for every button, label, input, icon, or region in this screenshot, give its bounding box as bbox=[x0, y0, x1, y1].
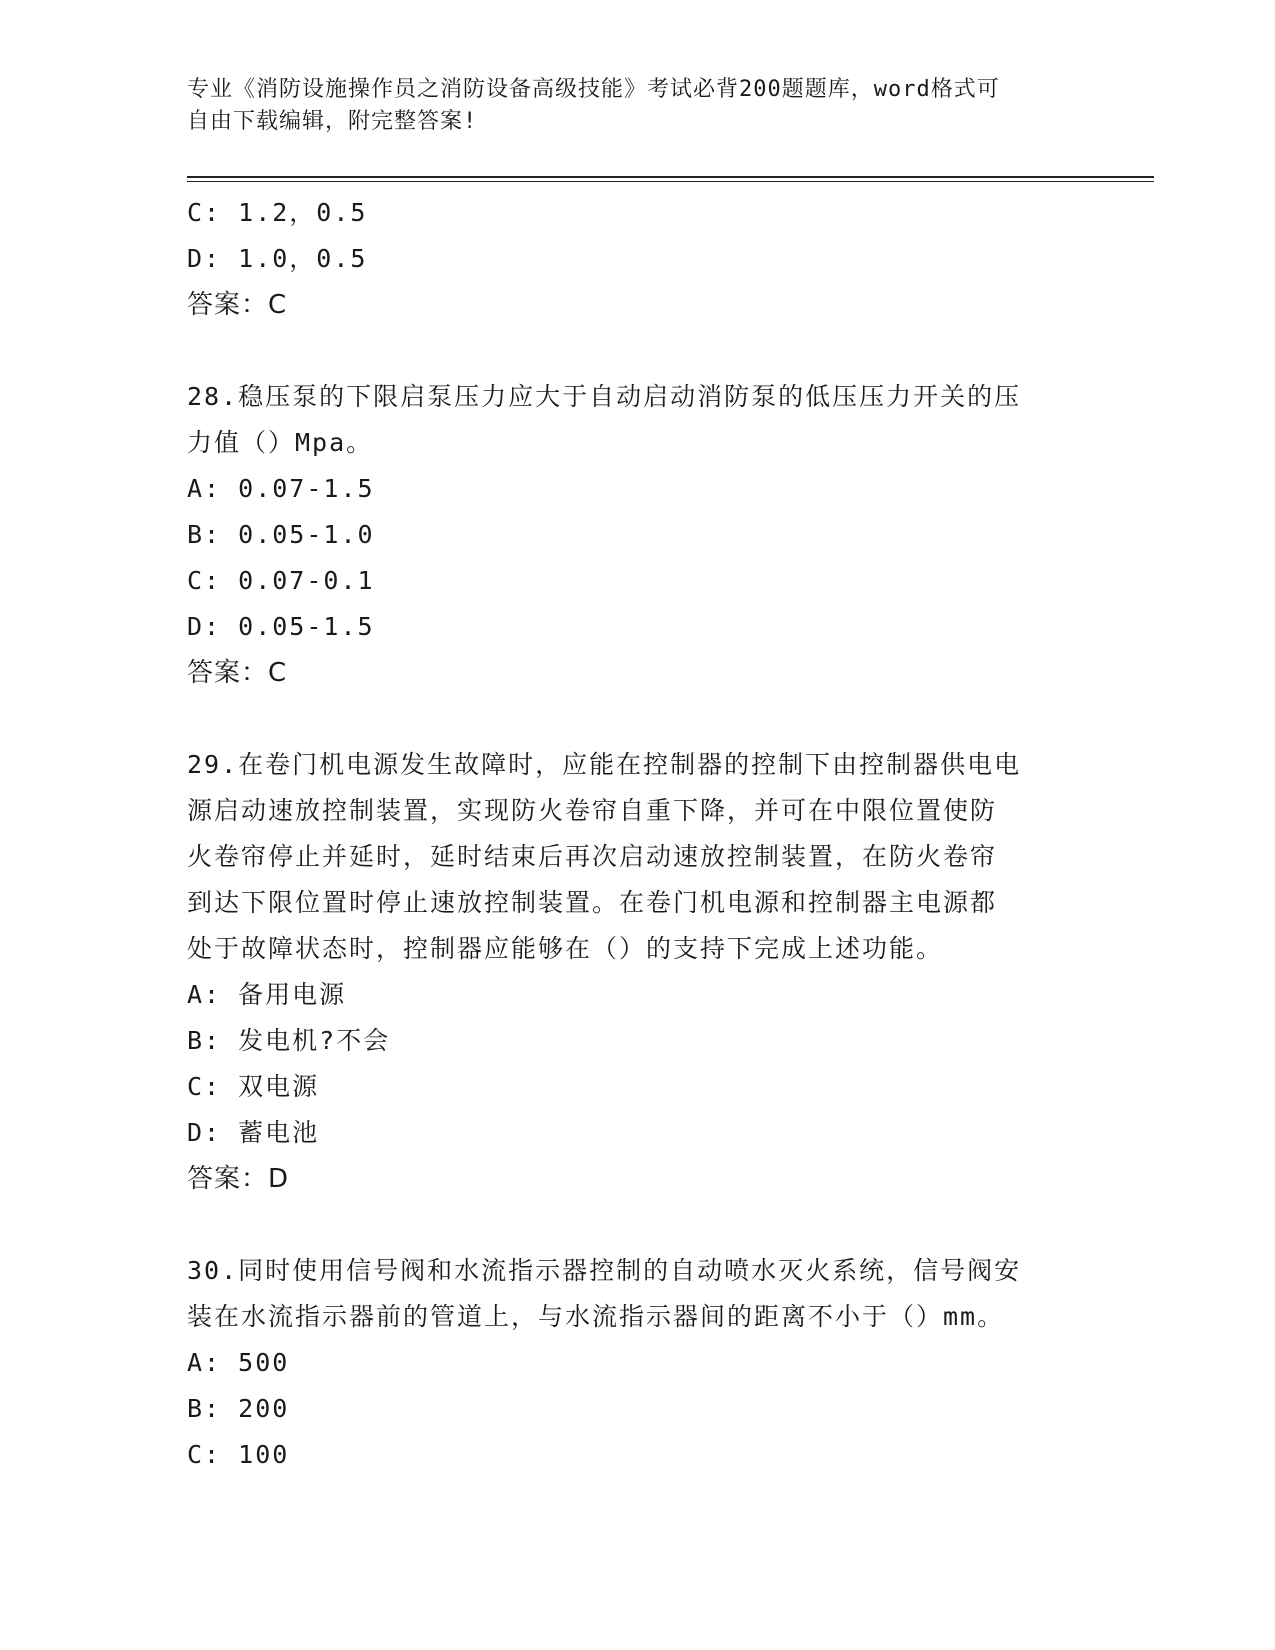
page-header bbox=[187, 74, 1087, 138]
option-c: C: 100 bbox=[187, 1440, 290, 1469]
header-divider bbox=[187, 176, 1154, 182]
question-text: 29.在卷门机电源发生故障时，应能在控制器的控制下由控制器供电电 bbox=[187, 750, 1022, 779]
option-a: A: 500 bbox=[187, 1348, 290, 1377]
question-block-29 bbox=[187, 742, 1087, 1202]
header-line-1: 专业《消防设施操作员之消防设备高级技能》考试必背200题题库，word格式可 bbox=[187, 77, 1000, 102]
option-b: B: 200 bbox=[187, 1394, 290, 1423]
question-text: 源启动速放控制装置，实现防火卷帘自重下降，并可在中限位置使防 bbox=[187, 796, 998, 825]
question-text: 30.同时使用信号阀和水流指示器控制的自动喷水灭火系统，信号阀安 bbox=[187, 1256, 1022, 1285]
option-d: D: 1.0，0.5 bbox=[187, 244, 368, 273]
question-text: 到达下限位置时停止速放控制装置。在卷门机电源和控制器主电源都 bbox=[187, 888, 998, 917]
option-c: C: 0.07-0.1 bbox=[187, 566, 375, 595]
question-block-27 bbox=[187, 190, 1087, 328]
option-a: A: 0.07-1.5 bbox=[187, 474, 375, 503]
option-b: B: 发电机?不会 bbox=[187, 1026, 391, 1055]
option-d: D: 0.05-1.5 bbox=[187, 612, 375, 641]
question-text: 28.稳压泵的下限启泵压力应大于自动启动消防泵的低压压力开关的压 bbox=[187, 382, 1022, 411]
document-body bbox=[187, 190, 1087, 1478]
option-d: D: 蓄电池 bbox=[187, 1118, 320, 1147]
question-block-30 bbox=[187, 1248, 1087, 1478]
answer-label: 答案：C bbox=[187, 290, 288, 320]
question-block-28 bbox=[187, 374, 1087, 696]
question-text: 装在水流指示器前的管道上，与水流指示器间的距离不小于（）mm。 bbox=[187, 1302, 1005, 1331]
option-c: C: 双电源 bbox=[187, 1072, 320, 1101]
option-c: C: 1.2，0.5 bbox=[187, 198, 368, 227]
option-b: B: 0.05-1.0 bbox=[187, 520, 375, 549]
header-line-2: 自由下载编辑，附完整答案! bbox=[187, 109, 478, 134]
question-text: 力值（）Mpa。 bbox=[187, 428, 374, 457]
question-text: 火卷帘停止并延时，延时结束后再次启动速放控制装置，在防火卷帘 bbox=[187, 842, 998, 871]
option-a: A: 备用电源 bbox=[187, 980, 347, 1009]
answer-label: 答案：C bbox=[187, 658, 288, 688]
answer-label: 答案：D bbox=[187, 1164, 290, 1194]
question-text: 处于故障状态时，控制器应能够在（）的支持下完成上述功能。 bbox=[187, 934, 944, 963]
